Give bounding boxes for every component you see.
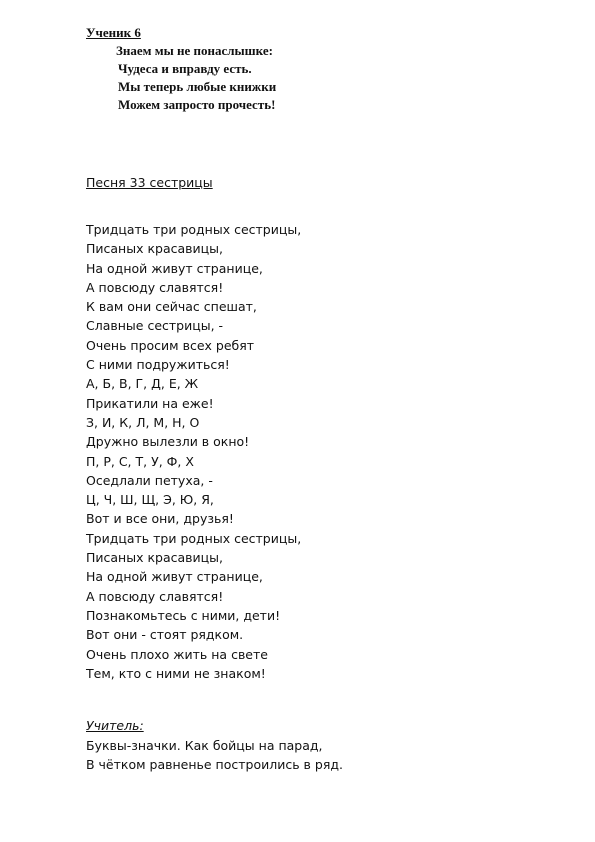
teacher-line: Буквы-значки. Как бойцы на парад,: [86, 737, 323, 753]
pupil-verse-line: Мы теперь любые книжки: [118, 79, 277, 94]
pupil-verse-line: Можем запросто прочесть!: [118, 97, 276, 112]
song-line: Тридцать три родных сестрицы,: [86, 222, 302, 237]
song-line: Очень просим всех ребят: [86, 337, 255, 353]
song-title: Песня 33 сестрицы: [86, 175, 213, 190]
song-line: Тридцать три родных сестрицы,: [86, 530, 302, 546]
pupil-heading: Ученик 6: [86, 25, 141, 40]
song-line: Славные сестрицы, -: [86, 318, 224, 334]
song-line: Познакомьтесь с ними, дети!: [86, 607, 281, 623]
song-line: Тем, кто с ними не знаком!: [86, 665, 266, 681]
song-line: К вам они сейчас спешат,: [86, 299, 257, 315]
song-line: Очень плохо жить на свете: [86, 646, 268, 662]
song-line: На одной живут странице,: [86, 569, 263, 585]
song-line: П, Р, С, Т, У, Ф, Х: [86, 453, 194, 469]
song-line: А повсюду славятся!: [86, 588, 224, 604]
pupil-verse-line: Чудеса и вправду есть.: [118, 61, 252, 76]
song-line: А, Б, В, Г, Д, Е, Ж: [86, 376, 199, 392]
song-line: Вот и все они, друзья!: [86, 511, 234, 527]
teacher-label: Учитель:: [86, 718, 144, 733]
song-line: Писаных красавицы,: [86, 241, 223, 257]
pupil-block: [86, 24, 276, 114]
song-line: На одной живут странице,: [86, 260, 263, 276]
song-line: Прикатили на еже!: [86, 395, 214, 411]
song-lyrics: [86, 220, 301, 683]
song-line: Вот они - стоят рядком.: [86, 627, 244, 643]
song-line: А повсюду славятся!: [86, 279, 224, 295]
teacher-line: В чётком равненье построились в ряд.: [86, 757, 343, 772]
song-line: Оседлали петуха, -: [86, 472, 213, 488]
song-line: Писаных красавицы,: [86, 550, 223, 566]
pupil-verse-line: Знаем мы не понаслышке:: [116, 43, 273, 58]
song-line: С ними подружиться!: [86, 357, 230, 373]
teacher-block: [86, 716, 343, 775]
song-line: Дружно вылезли в окно!: [86, 434, 250, 450]
song-line: Ц, Ч, Ш, Щ, Э, Ю, Я,: [86, 492, 214, 508]
song-line: З, И, К, Л, М, Н, О: [86, 414, 200, 430]
